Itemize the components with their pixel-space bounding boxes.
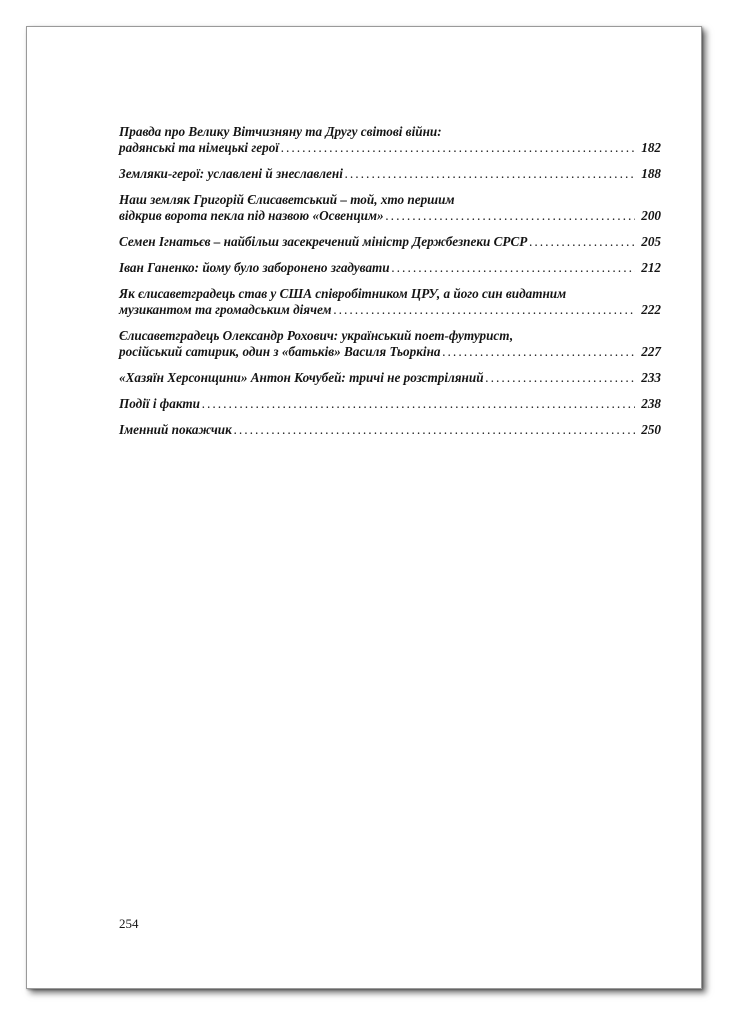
toc-leader-dots (334, 302, 635, 318)
toc-leader-dots (529, 234, 635, 250)
toc-leader-dots (392, 260, 635, 276)
toc-entry-title-line: Семен Ігнатьєв – найбільш засекречений міністр Держбезпеки СРСР (119, 234, 528, 249)
toc-entry-title-line: Наш земляк Григорій Єлисаветський – той, хто першим (119, 192, 455, 207)
toc-entry-title-line: Земляки-герої: уславлені й знеславлені (119, 166, 343, 181)
toc-page-number: 233 (641, 370, 661, 385)
toc-entry (119, 260, 661, 276)
toc-leader-dots (234, 422, 635, 438)
toc-entry-title-line: Іван Ганенко: йому було заборонено згадувати (119, 260, 390, 275)
toc-entry-title-line: відкрив ворота пекла під назвою «Освенцим» (119, 208, 384, 223)
toc-page-number: 182 (641, 140, 661, 155)
toc-entry-title-line: музикантом та громадським діячем (119, 302, 332, 317)
page-number: 254 (119, 916, 139, 931)
toc-leader-dots (281, 140, 635, 156)
toc-leader-dots (443, 344, 635, 360)
table-of-contents (119, 124, 661, 448)
toc-entry-title-line: Правда про Велику Вітчизняну та Другу світові війни: (119, 124, 442, 139)
toc-entry (119, 396, 661, 412)
toc-leader-dots (386, 208, 635, 224)
toc-entry (119, 166, 661, 182)
toc-page-number: 188 (641, 166, 661, 181)
toc-entry (119, 192, 661, 224)
toc-page-number: 205 (641, 234, 661, 249)
book-page (26, 26, 702, 989)
toc-entry (119, 328, 661, 360)
toc-entry (119, 234, 661, 250)
toc-entry-title-line: Як єлисаветградець став у США співробітником ЦРУ, а його син видатним (119, 286, 567, 301)
toc-entry-title-line: Події і факти (119, 396, 200, 411)
toc-page-number: 222 (641, 302, 661, 317)
toc-entry (119, 124, 661, 156)
toc-entry (119, 370, 661, 386)
toc-leader-dots (486, 370, 635, 386)
toc-leader-dots (202, 396, 635, 412)
toc-leader-dots (345, 166, 635, 182)
toc-entry-title-line: Єлисаветградець Олександр Рохович: український поет-футурист, (119, 328, 514, 343)
toc-entry-title-line: російський сатирик, один з «батьків» Василя Тьоркіна (119, 344, 441, 359)
toc-page-number: 238 (641, 396, 661, 411)
toc-entry-title-line: «Хазяїн Херсонщини» Антон Кочубей: тричі не розстріляний (119, 370, 484, 385)
toc-entry (119, 422, 661, 438)
toc-page-number: 200 (641, 208, 661, 223)
toc-page-number: 250 (641, 422, 661, 437)
toc-page-number: 212 (641, 260, 661, 275)
toc-entry (119, 286, 661, 318)
toc-entry-title-line: радянські та німецькі герої (119, 140, 279, 155)
toc-entry-title-line: Іменний покажчик (119, 422, 232, 437)
toc-page-number: 227 (641, 344, 661, 359)
